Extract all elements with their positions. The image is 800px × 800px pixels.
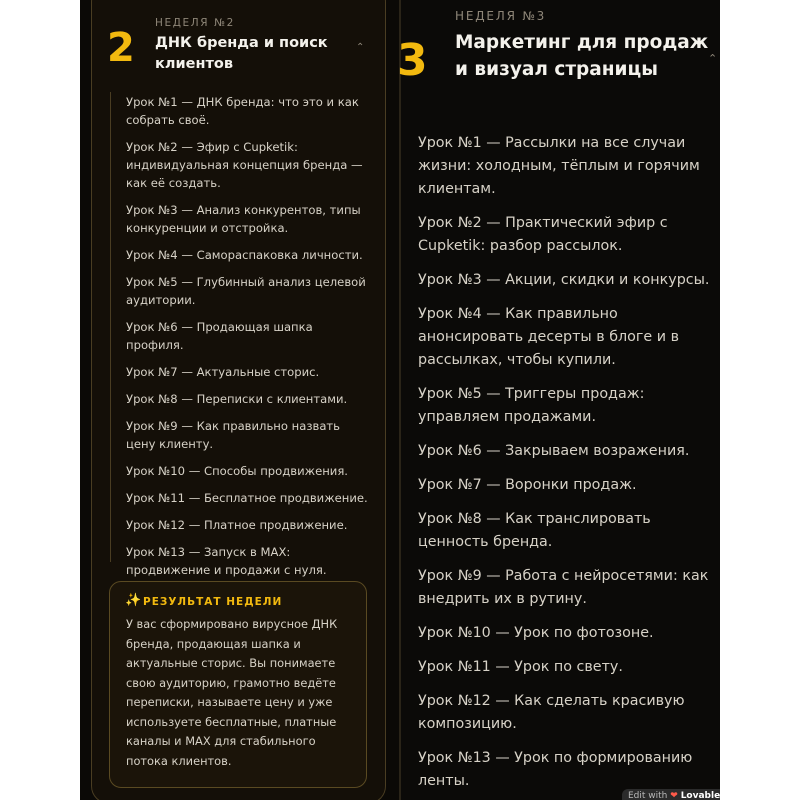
lesson-item: Урок №1 — Рассылки на все случаи жизни: холодным, тёплым и горячим клиентам. — [418, 135, 700, 197]
week-2-lessons — [126, 93, 371, 588]
lesson-item: Урок №8 — Переписки с клиентами. — [126, 392, 348, 406]
lesson-item: Урок №12 — Платное продвижение. — [126, 518, 348, 532]
lesson-item: Урок №7 — Воронки продаж. — [418, 477, 637, 493]
lesson-item: Урок №10 — Способы продвижения. — [126, 464, 348, 478]
lesson-item: Урок №13 — Урок по формированию ленты. — [418, 750, 693, 789]
lesson-item: Урок №9 — Работа с нейросетями: как внедрить их в рутину. — [418, 568, 709, 607]
lesson-item: Урок №12 — Как сделать красивую композицию. — [418, 693, 685, 732]
result-text: У вас сформировано вирусное ДНК бренда, продающая шапка и актуальные сторис. Вы понимаете свою аудиторию, грамотно ведёте переписки, называете цену и уже используете бесплатные, платные каналы и MAX для стабильного потока клиентов. — [126, 617, 338, 768]
lesson-item: Урок №3 — Акции, скидки и конкурсы. — [418, 272, 710, 288]
lesson-item: Урок №7 — Актуальные сторис. — [126, 365, 320, 379]
week-3-label: НЕДЕЛЯ №3 — [455, 9, 547, 23]
lesson-item: Урок №4 — Самораспаковка личности. — [126, 248, 363, 262]
lesson-item: Урок №13 — Запуск в MAX: продвижение и продажи с нуля. — [126, 545, 327, 577]
heart-icon: ❤ — [670, 791, 678, 800]
lesson-item: Урок №8 — Как транслировать ценность бренда. — [418, 511, 651, 550]
lesson-item: Урок №11 — Бесплатное продвижение. — [126, 491, 368, 505]
lesson-item: Урок №11 — Урок по свету. — [418, 659, 623, 675]
lesson-item: Урок №6 — Продающая шапка профиля. — [126, 320, 313, 352]
edit-with-lovable-badge[interactable] — [622, 789, 720, 800]
week-2-number: 2 — [107, 25, 135, 71]
lesson-item: Урок №6 — Закрываем возражения. — [418, 443, 690, 459]
lesson-item: Урок №5 — Триггеры продаж: управляем продажами. — [418, 386, 645, 425]
lesson-item: Урок №5 — Глубинный анализ целевой аудитории. — [126, 275, 366, 307]
chevron-up-icon[interactable]: ⌃ — [356, 42, 365, 53]
lesson-item: Урок №2 — Эфир с Cupketik: индивидуальная концепция бренда — как её создать. — [126, 140, 363, 190]
week-3-lessons — [418, 132, 718, 800]
week-2-label: НЕДЕЛЯ №2 — [155, 17, 235, 29]
lesson-item: Урок №9 — Как правильно назвать цену клиенту. — [126, 419, 341, 451]
week-2-title[interactable]: ДНК бренда и поиск клиентов — [155, 35, 328, 72]
badge-brand: Lovable — [680, 791, 720, 800]
result-heading: РЕЗУЛЬТАТ НЕДЕЛИ — [143, 596, 283, 608]
chevron-up-icon[interactable]: ⌃ — [708, 52, 718, 65]
lessons-rail — [110, 92, 111, 562]
lesson-item: Урок №1 — ДНК бренда: что это и как собрать своё. — [126, 95, 359, 127]
sparkle-icon: ✨ — [125, 593, 142, 608]
lesson-item: Урок №3 — Анализ конкурентов, типы конкуренции и отстройка. — [126, 203, 361, 235]
badge-prefix: Edit with — [628, 791, 668, 800]
week-3-number: 3 — [397, 35, 428, 86]
week-3-title[interactable]: Маркетинг для продаж и визуал страницы — [455, 32, 709, 80]
lesson-item: Урок №2 — Практический эфир с Cupketik: разбор рассылок. — [418, 215, 668, 254]
lesson-item: Урок №4 — Как правильно анонсировать десерты в блоге и в рассылках, чтобы купили. — [418, 306, 680, 368]
lesson-item: Урок №10 — Урок по фотозоне. — [418, 625, 654, 641]
